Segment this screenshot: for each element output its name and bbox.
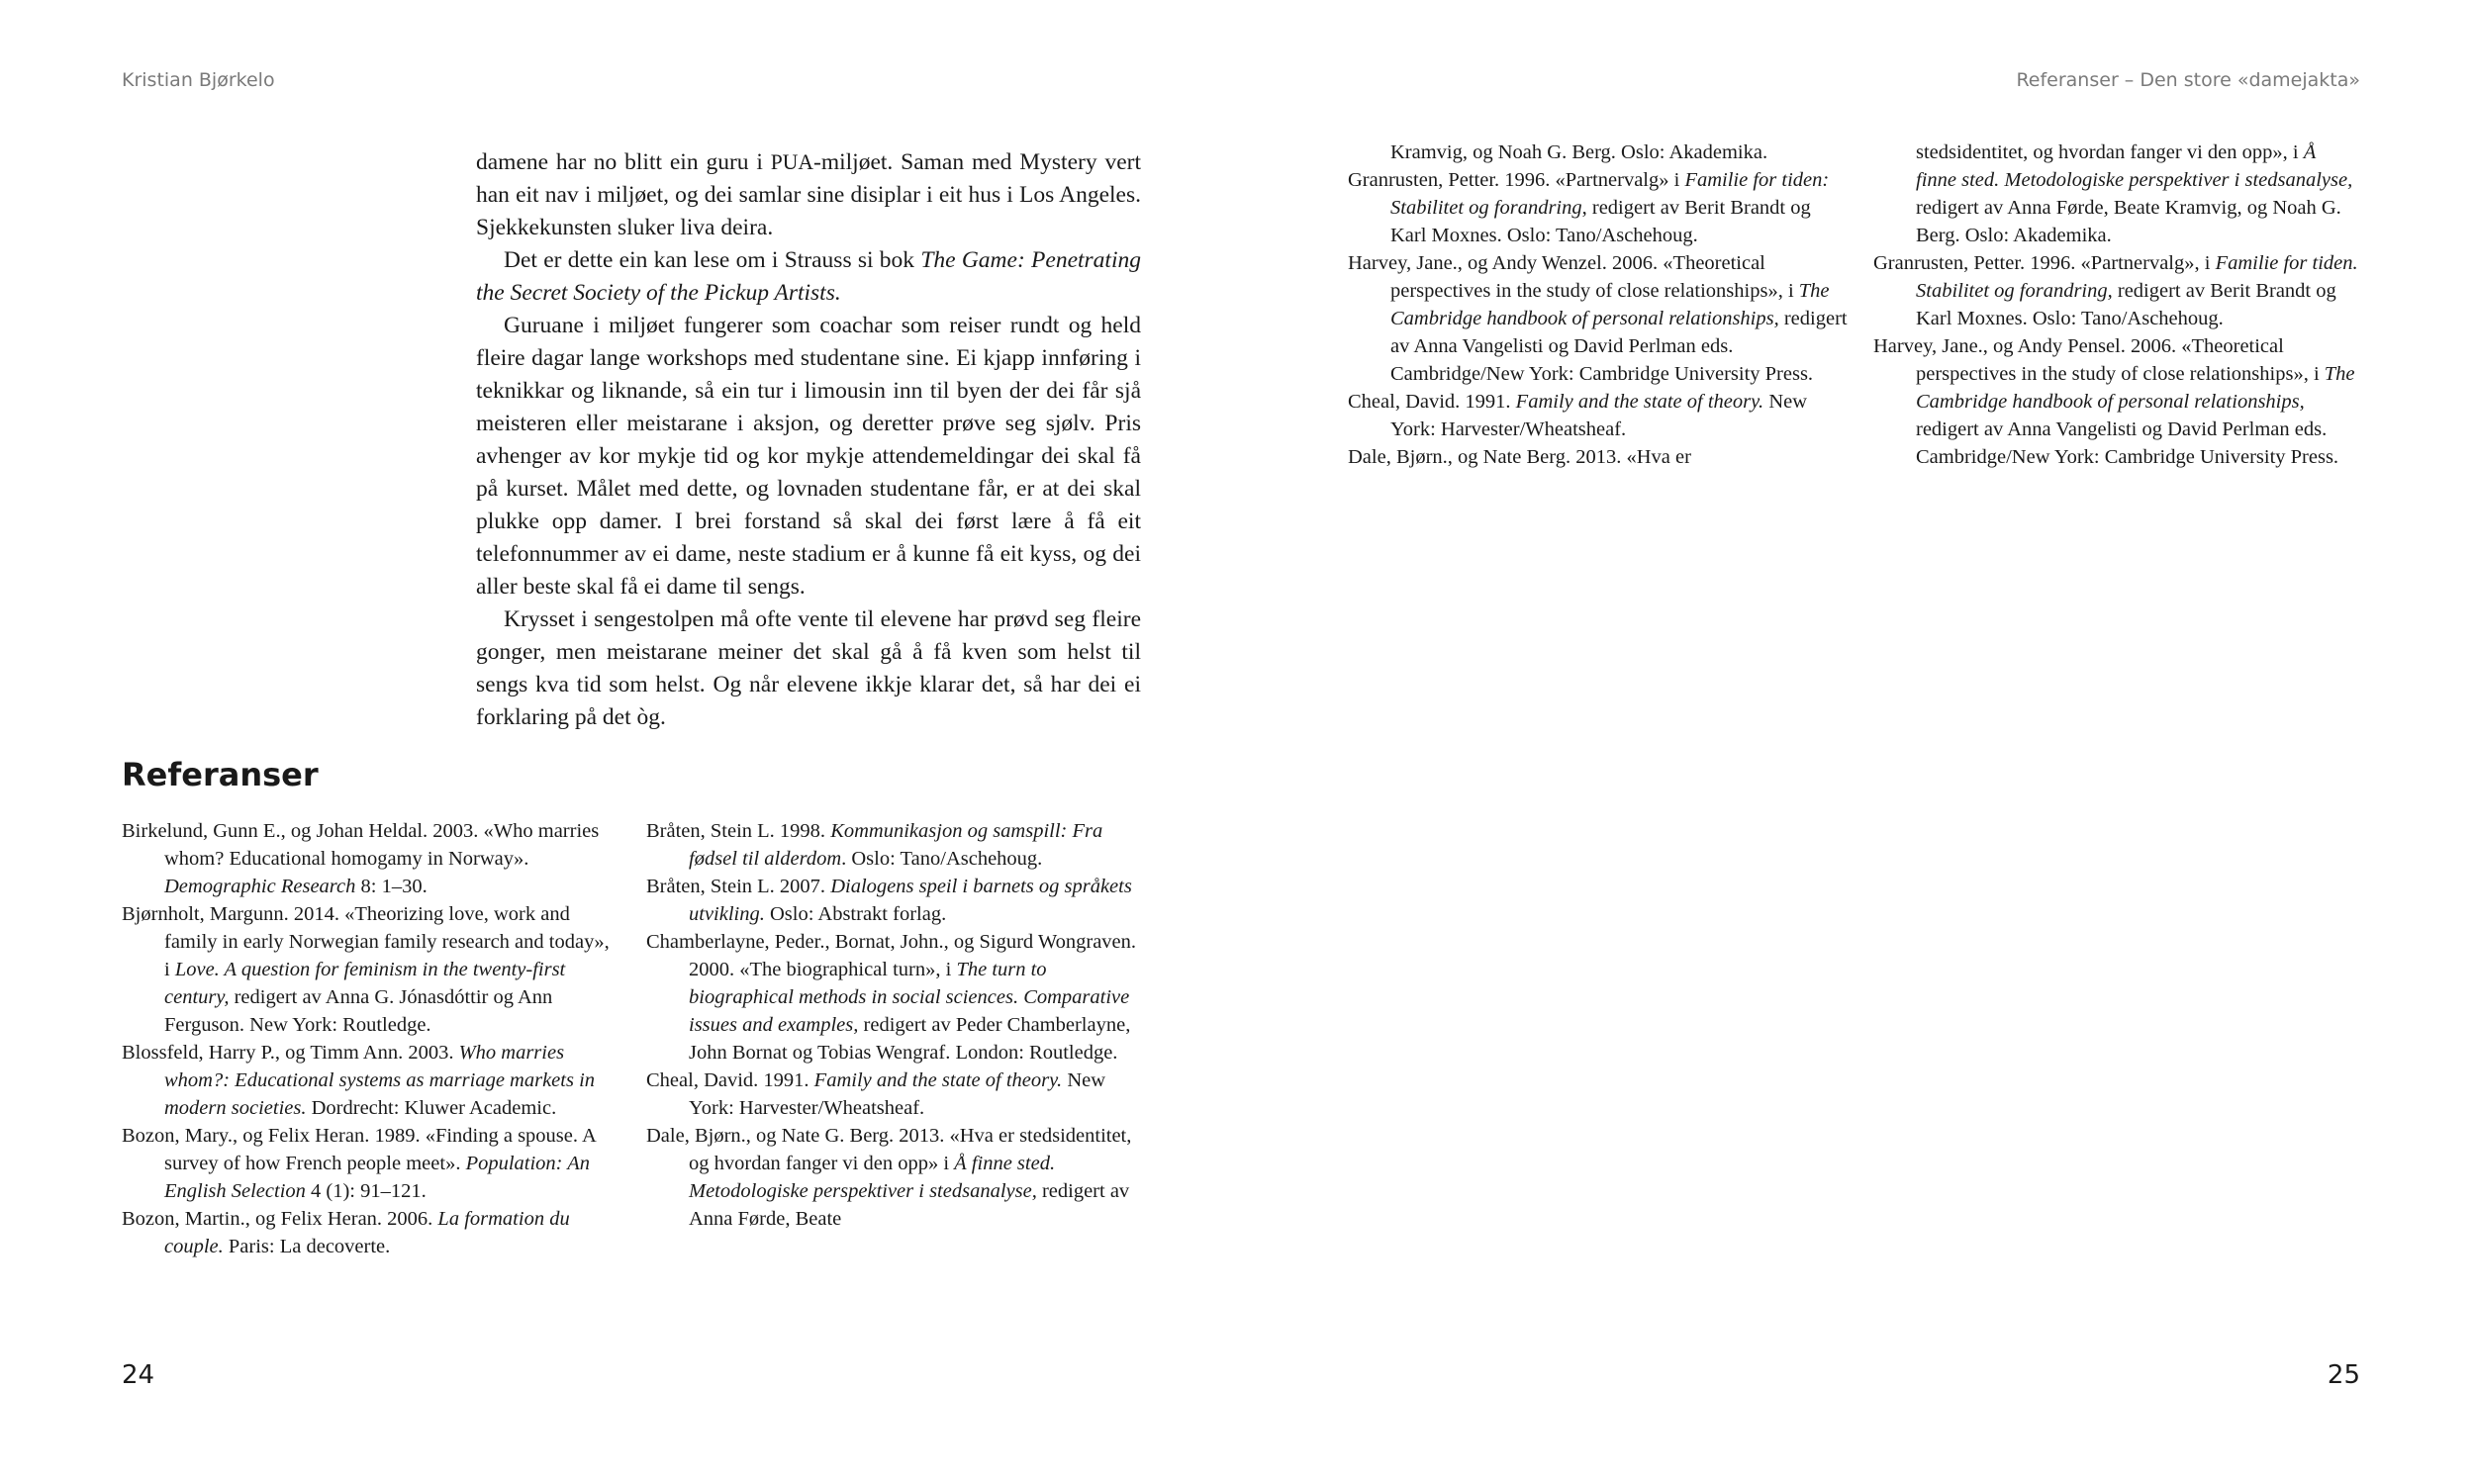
reference-text: Bozon, Mary., og Felix Heran. 1989. «Finding a spouse. A survey of how French people meet». bbox=[122, 1125, 596, 1174]
reference-entry bbox=[1348, 443, 1848, 471]
reference-text: redigert av Anna G. Jónasdóttir og Ann Ferguson. New York: Routledge. bbox=[164, 986, 553, 1036]
reference-text: redigert av Anna Vangelisti og David Perlman eds. Cambridge/New York: Cambridge University Press. bbox=[1390, 308, 1848, 385]
reference-title: Familie for tiden. Stabilitet og forandring, bbox=[1916, 252, 2358, 302]
reference-entry bbox=[1873, 332, 2358, 471]
paragraph: Det er dette ein kan lese om i Strauss si bok The Game: Penetrating the Secret Society of the Pickup Artists. bbox=[476, 247, 1141, 306]
reference-title: La formation du couple. bbox=[164, 1208, 570, 1257]
reference-text: stedsidentitet, og hvordan fanger vi den opp», i bbox=[1916, 141, 2304, 163]
reference-text: Dale, Bjørn., og Nate Berg. 2013. «Hva er bbox=[1348, 446, 1691, 468]
reference-text: redigert av Anna Førde, Beate Kramvig, og Noah G. Berg. Oslo: Akademika. bbox=[1916, 197, 2341, 246]
reference-entry bbox=[122, 900, 617, 1039]
reference-text: Bjørnholt, Margunn. 2014. «Theorizing love, work and family in early Norwegian family research and today», i bbox=[122, 903, 610, 980]
reference-text: , redigert av Berit Brandt og Karl Moxnes. Oslo: Tano/Aschehoug. bbox=[1390, 197, 1811, 246]
book-title: The Game: Penetrating the Secret Society of the Pickup Artists. bbox=[476, 247, 1141, 306]
reference-text: New York: Harvester/Wheatsheaf. bbox=[1390, 391, 1808, 440]
reference-text: Bråten, Stein L. 2007. bbox=[646, 876, 831, 897]
reference-entry bbox=[122, 1039, 617, 1122]
running-head-title: Referanser – Den store «damejakta» bbox=[2016, 69, 2360, 91]
reference-entry bbox=[122, 1122, 617, 1205]
reference-column-4 bbox=[1873, 139, 2358, 471]
reference-title: Å finne sted. Metodologiske perspektiver i stedsanalyse, bbox=[1916, 141, 2353, 191]
running-head-author: Kristian Bjørkelo bbox=[122, 69, 275, 91]
reference-text: Oslo: Abstrakt forlag. bbox=[764, 903, 947, 925]
reference-text: Dordrecht: Kluwer Academic. bbox=[306, 1097, 557, 1119]
reference-title: Familie for tiden: Stabilitet og forandring bbox=[1390, 169, 1830, 219]
reference-entry bbox=[646, 1067, 1141, 1122]
reference-title: Demographic Research bbox=[164, 876, 356, 897]
reference-text: Bozon, Martin., og Felix Heran. 2006. bbox=[122, 1208, 438, 1230]
reference-entry bbox=[646, 928, 1141, 1067]
reference-text: redigert av Anna Vangelisti og David Perlman eds. Cambridge/New York: Cambridge University Press. bbox=[1916, 418, 2339, 468]
acronym: PUA bbox=[770, 150, 813, 174]
reference-entry bbox=[646, 817, 1141, 873]
paragraph: Guruane i miljøet fungerer som coachar som reiser rundt og held fleire dagar lange workshops med studentane sine. Ei kjapp innføring i teknikkar og liknande, så ein tur i limousin inn til byen der dei får sjå meisteren eller meistarane i aksjon, og deretter prøve seg sjølv. Pris avhenger av kor mykje tid og kor mykje attendemeldingar dei skal få på kurset. Målet med dette, og lovnaden studentane får, er at dei skal plukke opp damer. I brei forstand så skal dei først lære å få eit telefonnummer av ei dame, neste stadium er å kunne få eit kyss, og dei aller beste skal få ei dame til sengs. bbox=[476, 313, 1141, 600]
reference-title: The turn to biographical methods in social sciences. Comparative issues and examples, bbox=[689, 959, 1130, 1036]
section-heading: Referanser bbox=[122, 756, 319, 793]
paragraph: Krysset i sengestolpen må ofte vente til elevene har prøvd seg fleire gonger, men meistarane meiner det skal gå å få kven som helst til sengs kva tid som helst. Og når elevene ikkje klarar det, så har dei ei forklaring på det òg. bbox=[476, 606, 1141, 730]
reference-column-1 bbox=[122, 817, 617, 1260]
reference-text: Chamberlayne, Peder., Bornat, John., og Sigurd Wongraven. 2000. «The biographical turn», i bbox=[646, 931, 1137, 980]
reference-text: Cheal, David. 1991. bbox=[646, 1069, 814, 1091]
reference-entry bbox=[1873, 139, 2358, 249]
reference-column-2 bbox=[646, 817, 1141, 1233]
reference-text: redigert av Berit Brandt og Karl Moxnes. Oslo: Tano/Aschehoug. bbox=[1916, 280, 2336, 329]
reference-title: Love. A question for feminism in the twenty-first century, bbox=[164, 959, 566, 1008]
reference-entry bbox=[1873, 249, 2358, 332]
reference-title: Family and the state of theory. bbox=[813, 1069, 1063, 1091]
page-number-left: 24 bbox=[122, 1360, 155, 1390]
paragraph: damene har no blitt ein guru i PUA-miljøet. Saman med Mystery vert han eit nav i miljøet, og dei samlar sine disiplar i eit hus i Los Angeles. Sjekkekunsten sluker liva deira. bbox=[476, 149, 1141, 240]
reference-text: 4 (1): 91–121. bbox=[305, 1180, 427, 1202]
reference-title: Kommunikasjon og samspill: Fra fødsel til alderdom bbox=[689, 820, 1103, 870]
reference-text: Birkelund, Gunn E., og Johan Heldal. 2003. «Who marries whom? Educational homogamy in Norway». bbox=[122, 820, 600, 870]
reference-text: Bråten, Stein L. 1998. bbox=[646, 820, 831, 842]
reference-title: The Cambridge handbook of personal relationships, bbox=[1916, 363, 2355, 413]
reference-text: Kramvig, og Noah G. Berg. Oslo: Akademika. bbox=[1390, 141, 1768, 163]
reference-text: Paris: La decoverte. bbox=[223, 1236, 391, 1257]
reference-title: Å finne sted. Metodologiske perspektiver i stedsanalyse, bbox=[689, 1153, 1056, 1202]
reference-entry bbox=[1348, 249, 1848, 388]
reference-text: . Oslo: Tano/Aschehoug. bbox=[841, 848, 1043, 870]
reference-text: Harvey, Jane., og Andy Wenzel. 2006. «Theoretical perspectives in the study of close relationships», i bbox=[1348, 252, 1799, 302]
reference-text: Granrusten, Petter. 1996. «Partnervalg», i bbox=[1873, 252, 2216, 274]
reference-title: Population: An English Selection bbox=[164, 1153, 591, 1202]
reference-text: Blossfeld, Harry P., og Timm Ann. 2003. bbox=[122, 1042, 459, 1064]
reference-text: Harvey, Jane., og Andy Pensel. 2006. «Theoretical perspectives in the study of close relationships», i bbox=[1873, 335, 2325, 385]
reference-column-3 bbox=[1348, 139, 1848, 471]
reference-text: 8: 1–30. bbox=[355, 876, 428, 897]
reference-entry bbox=[122, 817, 617, 900]
reference-text: Granrusten, Petter. 1996. «Partnervalg» i bbox=[1348, 169, 1685, 191]
reference-entry bbox=[1348, 166, 1848, 249]
reference-title: Who marries whom?: Educational systems as marriage markets in modern societies. bbox=[164, 1042, 596, 1119]
body-text bbox=[476, 146, 1141, 734]
reference-text: Cheal, David. 1991. bbox=[1348, 391, 1516, 413]
reference-entry bbox=[1348, 139, 1848, 166]
reference-entry bbox=[646, 873, 1141, 928]
reference-title: The Cambridge handbook of personal relationships, bbox=[1390, 280, 1830, 329]
page-number-right: 25 bbox=[2327, 1360, 2360, 1390]
reference-entry bbox=[646, 1122, 1141, 1233]
reference-text: redigert av Anna Førde, Beate bbox=[689, 1180, 1130, 1230]
reference-text: Dale, Bjørn., og Nate G. Berg. 2013. «Hva er stedsidentitet, og hvordan fanger vi den opp» i bbox=[646, 1125, 1132, 1174]
reference-title: Dialogens speil i barnets og språkets utvikling. bbox=[689, 876, 1132, 925]
reference-title: Family and the state of theory. bbox=[1515, 391, 1764, 413]
reference-text: New York: Harvester/Wheatsheaf. bbox=[689, 1069, 1106, 1119]
reference-text: redigert av Peder Chamberlayne, John Bornat og Tobias Wengraf. London: Routledge. bbox=[689, 1014, 1131, 1064]
reference-entry bbox=[1348, 388, 1848, 443]
reference-entry bbox=[122, 1205, 617, 1260]
